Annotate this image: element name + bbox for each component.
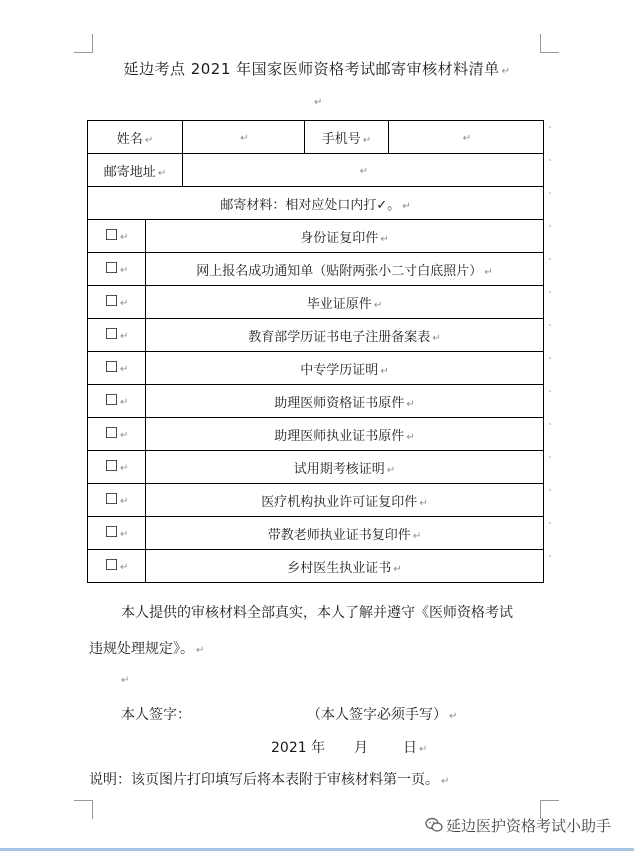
row-end-mark: ˋ [548, 555, 553, 566]
paragraph-mark: ↵ [120, 265, 129, 276]
paragraph-mark: ↵ [120, 463, 129, 474]
note-line [89, 769, 449, 789]
paragraph-mark: ↵ [501, 66, 511, 77]
name-input-cell[interactable] [183, 121, 305, 154]
checkbox-cell[interactable] [88, 286, 146, 319]
checkbox-cell[interactable] [88, 385, 146, 418]
title-text: 延边考点 2021 年国家医师资格考试邮寄审核材料清单 [123, 60, 500, 78]
declaration-line-2 [89, 638, 204, 658]
item-cell [146, 319, 544, 352]
materials-table [87, 120, 544, 583]
item-label: 网上报名成功通知单（贴附两张小二寸白底照片） [196, 263, 483, 279]
table-row [88, 484, 544, 517]
row-end-mark: ˋ [548, 390, 553, 401]
declaration-line-1 [121, 602, 513, 622]
paragraph-mark: ↵ [121, 675, 130, 686]
checkbox-icon[interactable]: ☐ [104, 490, 119, 508]
item-label: 助理医师资格证书原件 [274, 395, 405, 411]
date-day [403, 737, 427, 757]
checkbox-icon[interactable]: ☐ [104, 523, 119, 541]
item-label: 中专学历证明 [300, 362, 379, 378]
instruction-cell [88, 187, 544, 220]
paragraph-mark: ↵ [484, 266, 493, 278]
paragraph-mark: ↵ [432, 332, 441, 344]
row-end-mark: ˋ [548, 522, 553, 533]
checkbox-cell[interactable] [88, 352, 146, 385]
item-label: 带教老师执业证书复印件 [267, 527, 411, 543]
table-row [88, 286, 544, 319]
item-label: 乡村医生执业证书 [287, 560, 392, 576]
row-end-mark: ˋ [548, 258, 553, 269]
paragraph-mark: ↵ [120, 232, 129, 243]
checkbox-icon[interactable]: ☐ [104, 358, 119, 376]
phone-input-cell[interactable] [389, 121, 544, 154]
table-row [88, 418, 544, 451]
item-label: 试用期考核证明 [293, 461, 385, 477]
row-end-mark: ˋ [548, 126, 553, 137]
checkbox-cell[interactable] [88, 319, 146, 352]
paragraph-mark: ↵ [393, 563, 402, 575]
declaration-text-1: 本人提供的审核材料全部真实，本人了解并遵守《医师资格考试 [121, 605, 513, 621]
paragraph-mark: ↵ [120, 331, 129, 342]
watermark-text: 延边医护资格考试小助手 [446, 817, 612, 835]
row-end-mark: ˋ [548, 324, 553, 335]
paragraph-mark: ↵ [419, 497, 428, 509]
note-text: 说明：该页图片打印填写后将本表附于审核材料第一页。 [89, 772, 439, 788]
checkbox-cell[interactable] [88, 550, 146, 583]
paragraph-mark: ↵ [441, 776, 450, 787]
address-label: 邮寄地址 [103, 164, 156, 180]
item-cell [146, 253, 544, 286]
checkbox-icon[interactable]: ☐ [104, 259, 119, 277]
checkbox-icon[interactable]: ☐ [104, 556, 119, 574]
item-cell [146, 385, 544, 418]
paragraph-mark: ↵ [120, 397, 129, 408]
item-cell [146, 220, 544, 253]
table-row [88, 220, 544, 253]
checkbox-cell[interactable] [88, 451, 146, 484]
checkbox-cell[interactable] [88, 484, 146, 517]
row-end-mark: ˋ [548, 489, 553, 500]
table-row [88, 253, 544, 286]
phone-label-cell [305, 121, 389, 154]
item-cell [146, 451, 544, 484]
row-end-mark: ˋ [548, 291, 553, 302]
paragraph-mark: ↵ [314, 97, 323, 108]
watermark [446, 815, 611, 836]
signature-label: 本人签字： [121, 707, 191, 723]
day-text: 日 [403, 740, 417, 756]
row-end-mark: ˋ [548, 225, 553, 236]
table-row [88, 550, 544, 583]
date-month [354, 737, 368, 757]
item-cell [146, 352, 544, 385]
page-bottom-rule [0, 848, 634, 851]
document-title [0, 58, 634, 79]
checkbox-cell[interactable] [88, 418, 146, 451]
item-cell [146, 286, 544, 319]
signature-label-line [121, 704, 191, 724]
checkbox-icon[interactable]: ☐ [104, 391, 119, 409]
checkbox-icon[interactable]: ☐ [104, 457, 119, 475]
checkbox-cell[interactable] [88, 253, 146, 286]
paragraph-mark: ↵ [402, 200, 411, 212]
paragraph-mark: ↵ [144, 134, 154, 146]
item-label: 医疗机构执业许可证复印件 [261, 494, 418, 510]
paragraph-mark: ↵ [120, 529, 129, 540]
paragraph-mark: ↵ [380, 233, 389, 245]
checkbox-cell[interactable] [88, 220, 146, 253]
paragraph-mark: ↵ [120, 364, 129, 375]
checkbox-icon[interactable]: ☐ [104, 292, 119, 310]
paragraph-mark: ↵ [406, 398, 415, 410]
table-row [88, 517, 544, 550]
table-row [88, 451, 544, 484]
paragraph-mark: ↵ [419, 744, 428, 755]
wechat-icon [425, 817, 443, 833]
paragraph-mark: ↵ [120, 430, 129, 441]
signature-note: （本人签字必须手写） [307, 707, 447, 723]
paragraph-mark: ↵ [449, 711, 458, 722]
paragraph-mark: ↵ [380, 365, 389, 377]
table-row [88, 154, 544, 187]
paragraph-mark: ↵ [157, 167, 167, 179]
item-label: 身份证复印件 [300, 230, 379, 246]
item-cell [146, 418, 544, 451]
checkbox-icon[interactable]: ☐ [104, 226, 119, 244]
item-cell [146, 517, 544, 550]
address-input-cell[interactable] [183, 154, 544, 187]
instruction-text: 邮寄材料：相对应处口内打✓。 [220, 197, 401, 213]
item-label: 教育部学历证书电子注册备案表 [248, 329, 431, 345]
paragraph-mark: ↵ [120, 298, 129, 309]
name-label-cell [88, 121, 183, 154]
crop-mark-top-left [74, 34, 93, 53]
row-end-mark: ˋ [548, 357, 553, 368]
year-text: 2021 年 [271, 740, 326, 756]
paragraph-mark: ↵ [120, 562, 129, 573]
paragraph-mark: ↵ [120, 496, 129, 507]
crop-mark-top-right [540, 34, 559, 53]
paragraph-mark: ↵ [406, 431, 415, 443]
paragraph-mark: ↵ [386, 464, 396, 476]
signature-note-line [307, 704, 457, 724]
table-row [88, 121, 544, 154]
table-row [88, 187, 544, 220]
row-end-mark: ˋ [548, 423, 553, 434]
paragraph-mark: ↵ [359, 165, 369, 177]
paragraph-mark: ↵ [412, 530, 422, 542]
checkbox-cell[interactable] [88, 517, 146, 550]
checkbox-icon[interactable]: ☐ [104, 424, 119, 442]
item-label: 毕业证原件 [306, 296, 372, 312]
paragraph-mark: ↵ [196, 645, 205, 656]
date-year [271, 737, 325, 757]
row-end-mark: ˋ [548, 159, 553, 170]
item-cell [146, 484, 544, 517]
item-cell [146, 550, 544, 583]
declaration-text-2: 违规处理规定》。 [89, 641, 194, 657]
paragraph-mark: ↵ [240, 132, 249, 144]
paragraph-mark: ↵ [373, 299, 383, 311]
row-end-mark: ˋ [548, 192, 553, 203]
crop-mark-bottom-left [74, 800, 93, 819]
table-row [88, 385, 544, 418]
table-row [88, 352, 544, 385]
name-label: 姓名 [116, 131, 143, 147]
item-label: 助理医师执业证书原件 [274, 428, 405, 444]
paragraph-mark: ↵ [462, 132, 472, 144]
paragraph-mark: ↵ [362, 134, 372, 146]
month-text: 月 [354, 740, 368, 756]
address-label-cell [88, 154, 183, 187]
checkbox-icon[interactable]: ☐ [104, 325, 119, 343]
row-end-mark: ˋ [548, 456, 553, 467]
table-row [88, 319, 544, 352]
phone-label: 手机号 [321, 131, 361, 147]
